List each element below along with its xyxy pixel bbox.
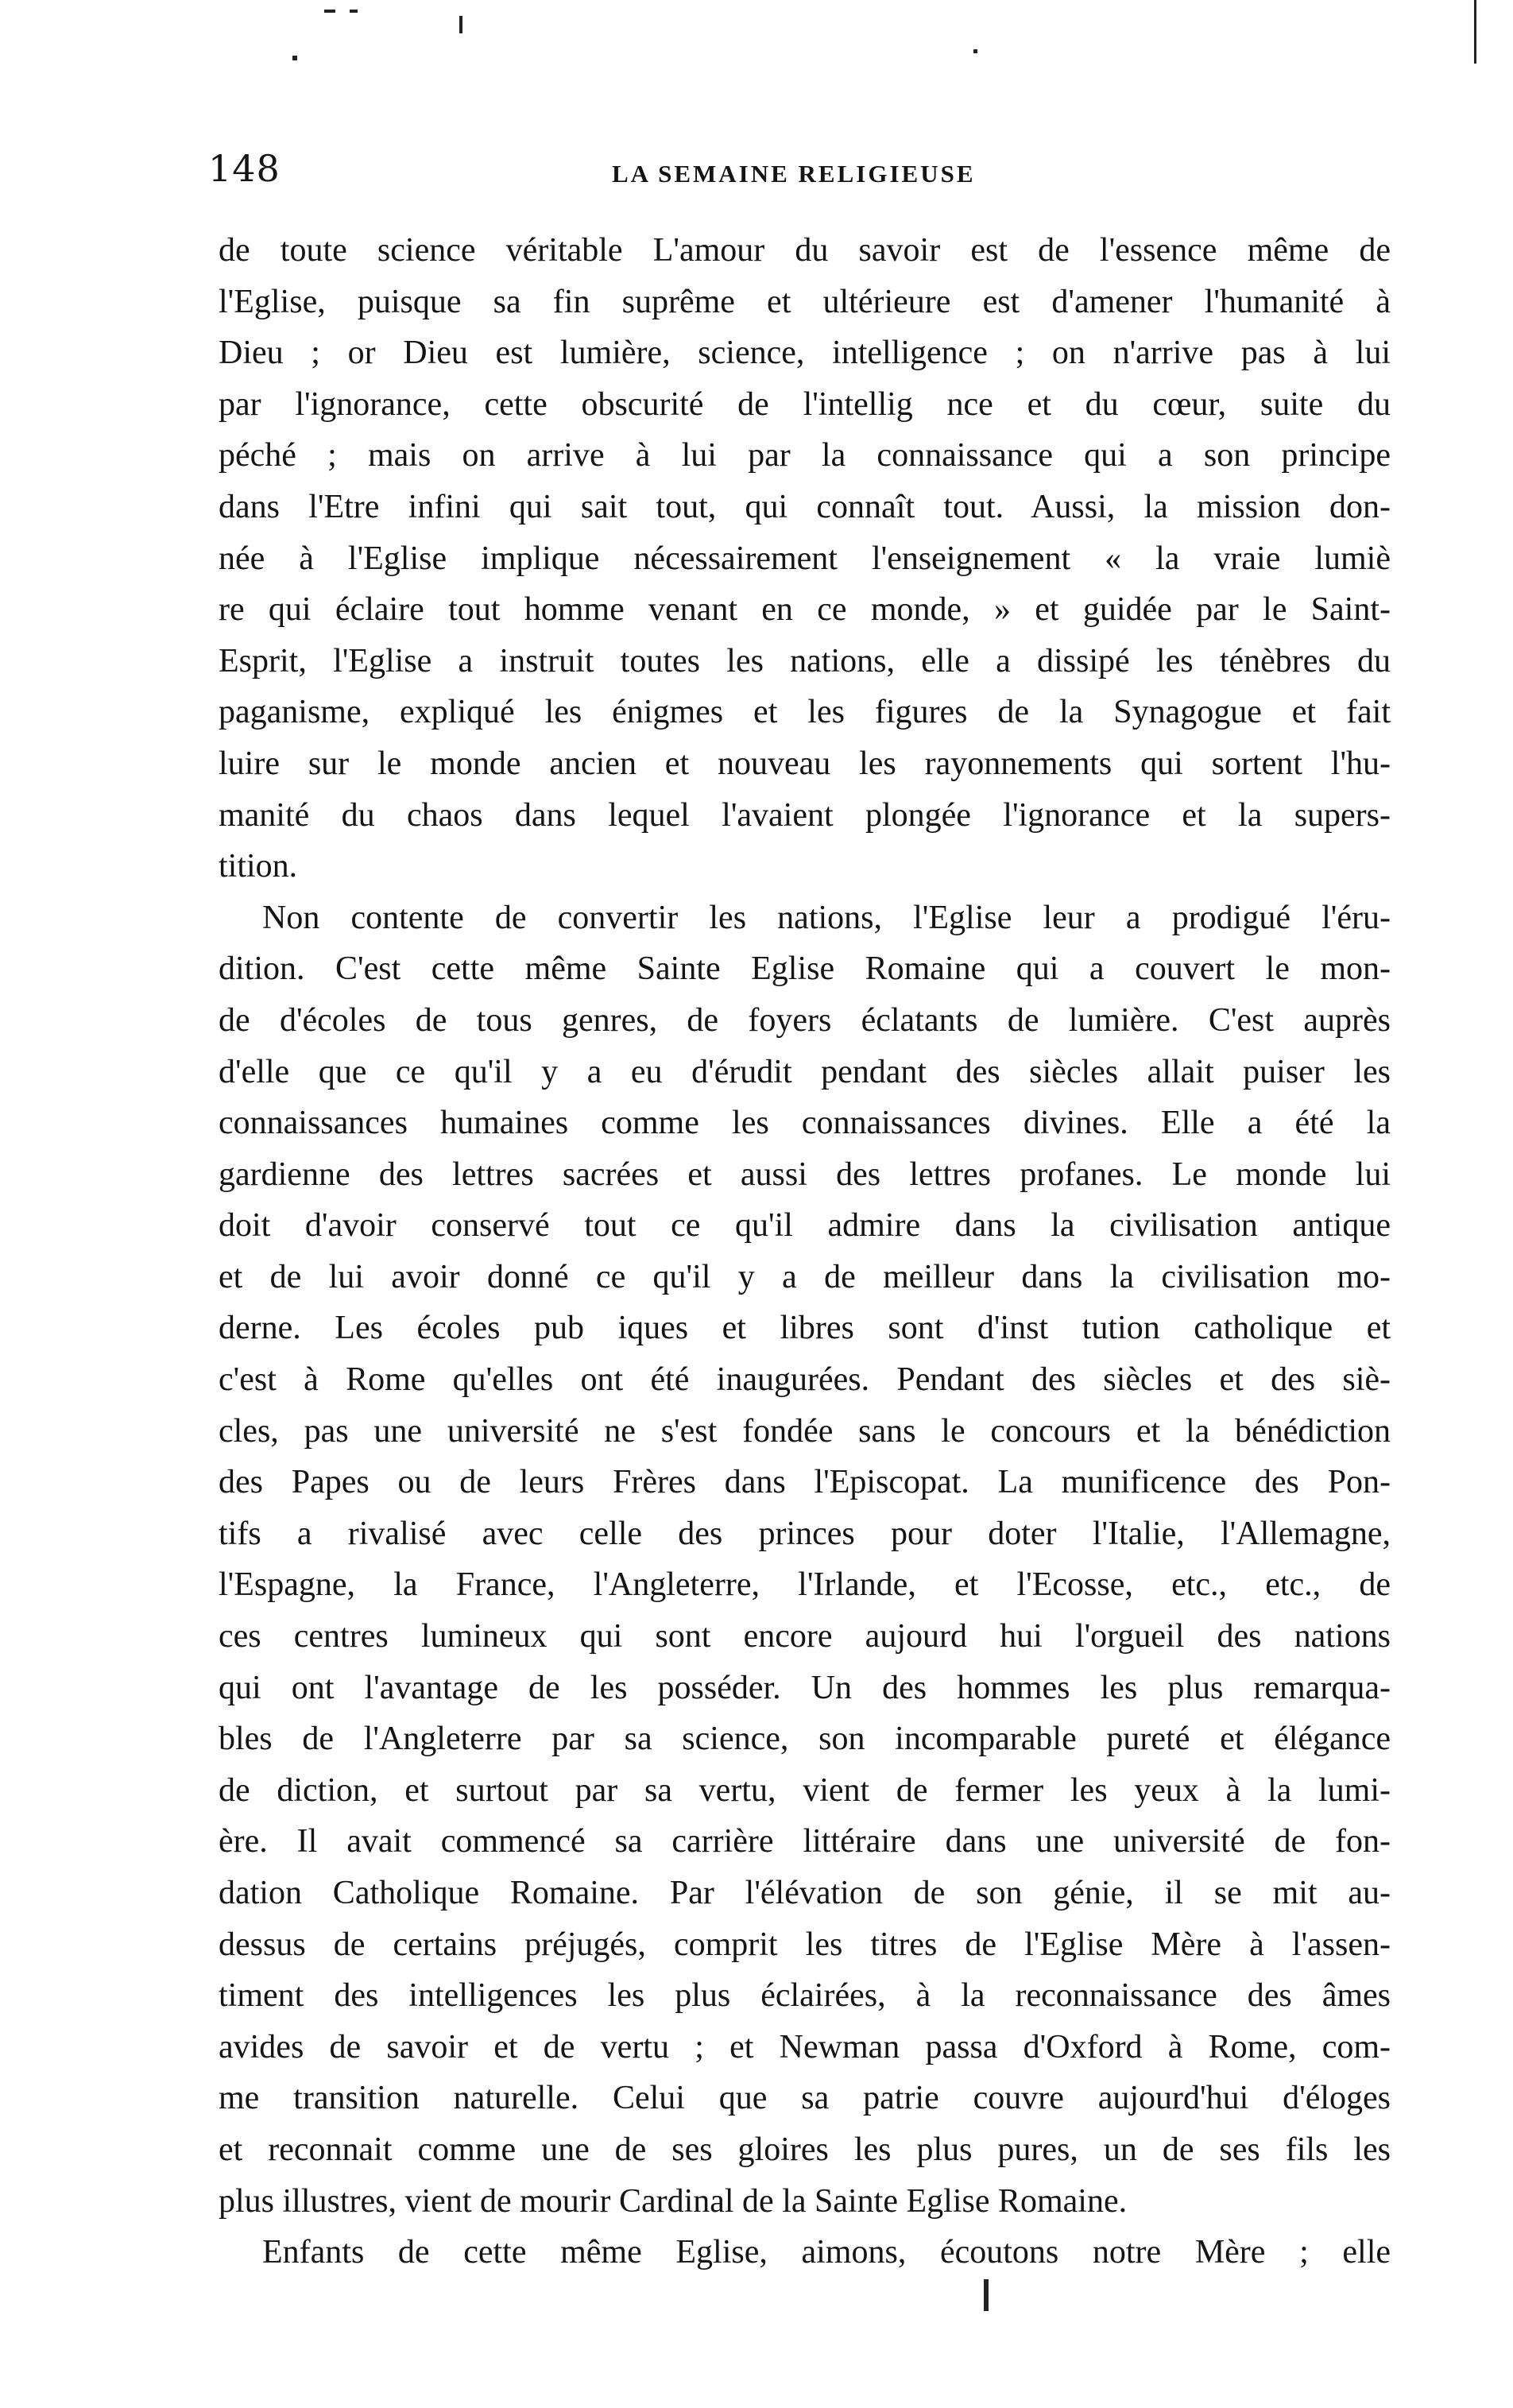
text-line: Enfants de cette même Eglise, aimons, écoutons notre Mère ; elle: [262, 2234, 1391, 2271]
page-number: 148: [208, 147, 281, 190]
text-line: dessus de certains préjugés, comprit les titres de l'Eglise Mère à l'assen-: [219, 1926, 1391, 1963]
text-line: luire sur le monde ancien et nouveau les rayonnements qui sortent l'hu-: [219, 745, 1391, 782]
scan-speck: [1474, 0, 1476, 64]
text-line: l'Eglise, puisque sa fin suprême et ultérieure est d'amener l'humanité à: [219, 283, 1391, 320]
text-line: plus illustres, vient de mourir Cardinal de la Sainte Eglise Romaine.: [219, 2182, 1128, 2220]
text-line: de d'écoles de tous genres, de foyers éclatants de lumière. C'est auprès: [219, 1001, 1391, 1039]
text-line: gardienne des lettres sacrées et aussi des lettres profanes. Le monde lui: [219, 1156, 1391, 1193]
text-line: l'Espagne, la France, l'Angleterre, l'Irlande, et l'Ecosse, etc., etc., de: [219, 1566, 1391, 1604]
text-line: avides de savoir et de vertu ; et Newman passa d'Oxford à Rome, com-: [219, 2028, 1391, 2065]
text-line: cles, pas une université ne s'est fondée sans le concours et la bénédiction: [219, 1412, 1391, 1450]
text-line: et reconnait comme une de ses gloires les plus pures, un de ses fils les: [219, 2131, 1391, 2168]
text-line: par l'ignorance, cette obscurité de l'intellig nce et du cœur, suite du: [219, 385, 1391, 423]
scan-speck: [984, 2279, 989, 2311]
running-head: LA SEMAINE RELIGIEUSE: [612, 160, 976, 188]
text-line: et de lui avoir donné ce qu'il y a de meilleur dans la civilisation mo-: [219, 1258, 1391, 1295]
text-line: d'elle que ce qu'il y a eu d'érudit pendant des siècles allait puiser les: [219, 1053, 1391, 1090]
text-line: qui ont l'avantage de les posséder. Un des hommes les plus remarqua-: [219, 1669, 1391, 1706]
text-line: dation Catholique Romaine. Par l'élévation de son génie, il se mit au-: [219, 1875, 1391, 1911]
text-line: née à l'Eglise implique nécessairement l'enseignement « la vraie lumiè: [219, 540, 1391, 577]
text-line: péché ; mais on arrive à lui par la connaissance qui a son principe: [219, 437, 1391, 474]
text-line: dition. C'est cette même Sainte Eglise Romaine qui a couvert le mon-: [219, 950, 1391, 988]
text-line: bles de l'Angleterre par sa science, son incomparable pureté et élégance: [219, 1721, 1391, 1758]
scan-speck: [459, 16, 462, 33]
text-line: ère. Il avait commencé sa carrière littéraire dans une université de fon-: [219, 1823, 1391, 1860]
text-line: de diction, et surtout par sa vertu, vient de fermer les yeux à la lumi-: [219, 1771, 1391, 1809]
text-line: Dieu ; or Dieu est lumière, science, intelligence ; on n'arrive pas à lui: [219, 335, 1391, 372]
page-header: [0, 139, 1513, 195]
text-line: tifs a rivalisé avec celle des princes pour doter l'Italie, l'Allemagne,: [219, 1515, 1391, 1552]
text-line: de toute science véritable L'amour du savoir est de l'essence même de: [219, 232, 1391, 269]
text-line: me transition naturelle. Celui que sa patrie couvre aujourd'hui d'éloges: [219, 2080, 1391, 2117]
scan-speck: [973, 49, 977, 53]
text-line: c'est à Rome qu'elles ont été inaugurées. Pendant des siècles et des siè-: [219, 1361, 1391, 1399]
text-line: paganisme, expliqué les énigmes et les figures de la Synagogue et fait: [219, 694, 1391, 731]
scan-speck: [292, 56, 297, 60]
text-line: tition.: [219, 848, 298, 885]
text-line: des Papes ou de leurs Frères dans l'Episcopat. La munificence des Pon-: [219, 1464, 1391, 1501]
text-line: ces centres lumineux qui sont encore aujourd hui l'orgueil des nations: [219, 1618, 1391, 1655]
text-line: re qui éclaire tout homme venant en ce monde, » et guidée par le Saint-: [219, 591, 1391, 629]
text-line: Non contente de convertir les nations, l'Eglise leur a prodigué l'éru-: [262, 899, 1391, 936]
text-line: dans l'Etre infini qui sait tout, qui connaît tout. Aussi, la mission don-: [219, 488, 1391, 525]
text-line: derne. Les écoles pub iques et libres sont d'inst tution catholique et: [219, 1310, 1391, 1347]
text-line: manité du chaos dans lequel l'avaient plongée l'ignorance et la supers-: [219, 796, 1391, 834]
scan-speck: [324, 10, 335, 13]
text-line: Esprit, l'Eglise a instruit toutes les nations, elle a dissipé les ténèbres du: [219, 642, 1391, 679]
text-line: doit d'avoir conservé tout ce qu'il admire dans la civilisation antique: [219, 1207, 1391, 1245]
text-line: connaissances humaines comme les connaissances divines. Elle a été la: [219, 1105, 1391, 1142]
scan-speck: [350, 10, 358, 13]
text-line: timent des intelligences les plus éclairées, à la reconnaissance des âmes: [219, 1977, 1391, 2015]
body-text: [219, 225, 1391, 2278]
